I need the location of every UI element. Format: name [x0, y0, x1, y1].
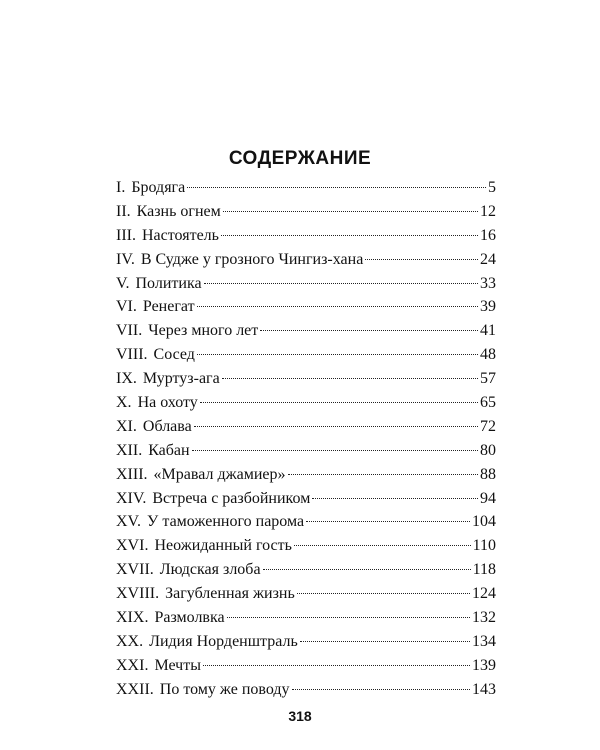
chapter-page-number: 80 [480, 441, 496, 459]
chapter-number: IV. [116, 250, 135, 268]
toc-entry [116, 678, 496, 702]
toc-entry-label [116, 534, 292, 558]
dot-leader [200, 401, 478, 403]
toc-entry-label [116, 463, 286, 487]
toc-entry-label [116, 415, 192, 439]
chapter-title: Встреча с разбойником [152, 489, 311, 507]
chapter-title: Мечты [154, 656, 201, 674]
chapter-page-number: 65 [480, 394, 496, 412]
dot-leader [227, 616, 470, 618]
chapter-title: Бродяга [131, 179, 186, 196]
dot-leader [203, 664, 470, 666]
toc-list [116, 176, 496, 702]
dot-leader [221, 234, 478, 236]
toc-entry [116, 415, 496, 439]
chapter-title: Сосед [153, 346, 195, 364]
chapter-number: III. [116, 226, 136, 244]
chapter-title: Людская злоба [159, 561, 261, 579]
dot-leader [306, 520, 470, 522]
chapter-number: XVII. [116, 561, 154, 579]
chapter-title: Неожиданный гость [154, 537, 292, 555]
chapter-page-number: 124 [472, 585, 496, 603]
chapter-page-number: 33 [480, 274, 496, 292]
chapter-number: XI. [116, 417, 137, 435]
dot-leader [292, 688, 470, 690]
toc-entry [116, 534, 496, 558]
dot-leader [197, 353, 478, 355]
chapter-title: Размолвка [154, 609, 225, 627]
chapter-page-number: 41 [480, 322, 496, 340]
dot-leader [192, 449, 478, 451]
chapter-number: XXI. [116, 656, 149, 674]
chapter-number: XIV. [116, 489, 147, 507]
chapter-number: XVIII. [116, 585, 160, 603]
chapter-number: XII. [116, 441, 143, 459]
chapter-title: По тому же поводу [159, 680, 290, 698]
chapter-page-number: 132 [472, 609, 496, 627]
toc-entry-label [116, 510, 304, 534]
toc-entry [116, 582, 496, 606]
chapter-page-number: 57 [480, 370, 496, 388]
chapter-title: Ренегат [142, 298, 195, 316]
chapter-number: V. [116, 274, 130, 292]
chapter-title: Муртуз-ага [142, 370, 220, 388]
toc-entry [116, 487, 496, 511]
chapter-page-number: 143 [472, 680, 496, 698]
chapter-page-number: 24 [480, 250, 496, 268]
toc-entry [116, 295, 496, 319]
chapter-title: Загубленная жизнь [165, 585, 295, 603]
toc-entry [116, 558, 496, 582]
chapter-number: X. [116, 394, 132, 412]
dot-leader [204, 282, 478, 284]
dot-leader [222, 377, 478, 379]
toc-entry-label [116, 272, 202, 296]
chapter-number: XIII. [116, 465, 148, 483]
toc-entry [116, 654, 496, 678]
toc-entry [116, 176, 496, 200]
toc-entry [116, 272, 496, 296]
toc-entry [116, 248, 496, 272]
toc-entry-label [116, 558, 261, 582]
chapter-page-number: 12 [480, 202, 496, 220]
dot-leader [312, 497, 478, 499]
chapter-page-number: 134 [472, 632, 496, 650]
toc-entry [116, 606, 496, 630]
dot-leader [365, 258, 478, 260]
dot-leader [194, 425, 478, 427]
chapter-number: XX. [116, 632, 144, 650]
dot-leader [263, 568, 471, 570]
chapter-title: «Мравал джамиер» [153, 465, 286, 483]
toc-entry [116, 343, 496, 367]
toc-entry [116, 391, 496, 415]
chapter-page-number: 88 [480, 465, 496, 483]
chapter-number: I. [116, 179, 126, 196]
dot-leader [297, 592, 470, 594]
toc-entry [116, 463, 496, 487]
chapter-number: XIX. [116, 609, 149, 627]
toc-entry-label [116, 582, 295, 606]
chapter-title: Политика [135, 274, 202, 292]
chapter-page-number: 104 [472, 513, 496, 531]
chapter-page-number: 48 [480, 346, 496, 364]
toc-entry-label [116, 654, 201, 678]
chapter-title: На охоту [137, 394, 198, 412]
dot-leader [223, 210, 478, 212]
chapter-title: Через много лет [148, 322, 259, 340]
chapter-number: II. [116, 202, 131, 220]
chapter-title: В Судже у грозного Чингиз-хана [140, 250, 364, 268]
dot-leader [294, 544, 471, 546]
toc-entry-label [116, 678, 290, 702]
toc-entry-label [116, 367, 220, 391]
toc-entry-label [116, 439, 190, 463]
chapter-page-number: 139 [472, 656, 496, 674]
toc-entry-label [116, 606, 225, 630]
toc-entry [116, 319, 496, 343]
chapter-title: Облава [142, 417, 192, 435]
chapter-title: Кабан [148, 441, 190, 459]
chapter-title: Лидия Норденштраль [149, 632, 298, 650]
toc-entry [116, 367, 496, 391]
toc-entry-label [116, 391, 198, 415]
toc-entry-label [116, 295, 195, 319]
chapter-title: Настоятель [141, 226, 219, 244]
toc-entry-label [116, 224, 219, 248]
toc-entry [116, 510, 496, 534]
page-number: 318 [288, 708, 312, 724]
chapter-number: VI. [116, 298, 137, 316]
dot-leader [260, 329, 478, 331]
chapter-page-number: 39 [480, 298, 496, 316]
dot-leader [288, 473, 478, 475]
chapter-page-number: 5 [488, 179, 496, 196]
toc-entry-label [116, 319, 258, 343]
chapter-page-number: 16 [480, 226, 496, 244]
toc-entry-label [116, 487, 310, 511]
chapter-number: VIII. [116, 346, 148, 364]
toc-entry [116, 630, 496, 654]
dot-leader [197, 305, 478, 307]
chapter-title: Казнь огнем [136, 202, 221, 220]
chapter-number: VII. [116, 322, 143, 340]
toc-entry-label [116, 630, 298, 654]
chapter-page-number: 72 [480, 417, 496, 435]
toc-entry [116, 224, 496, 248]
toc-entry-label [116, 200, 221, 224]
chapter-page-number: 118 [472, 561, 496, 579]
toc-entry [116, 439, 496, 463]
chapter-number: XVI. [116, 537, 149, 555]
chapter-number: XV. [116, 513, 142, 531]
chapter-page-number: 94 [480, 489, 496, 507]
toc-heading: СОДЕРЖАНИЕ [228, 148, 372, 169]
chapter-number: XXII. [116, 680, 154, 698]
dot-leader [300, 640, 470, 642]
toc-entry-label [116, 176, 185, 200]
dot-leader [187, 186, 486, 188]
toc-entry-label [116, 248, 363, 272]
chapter-title: У таможенного парома [147, 513, 305, 531]
toc-entry-label [116, 343, 195, 367]
chapter-page-number: 110 [472, 537, 496, 555]
toc-entry [116, 200, 496, 224]
chapter-number: IX. [116, 370, 137, 388]
